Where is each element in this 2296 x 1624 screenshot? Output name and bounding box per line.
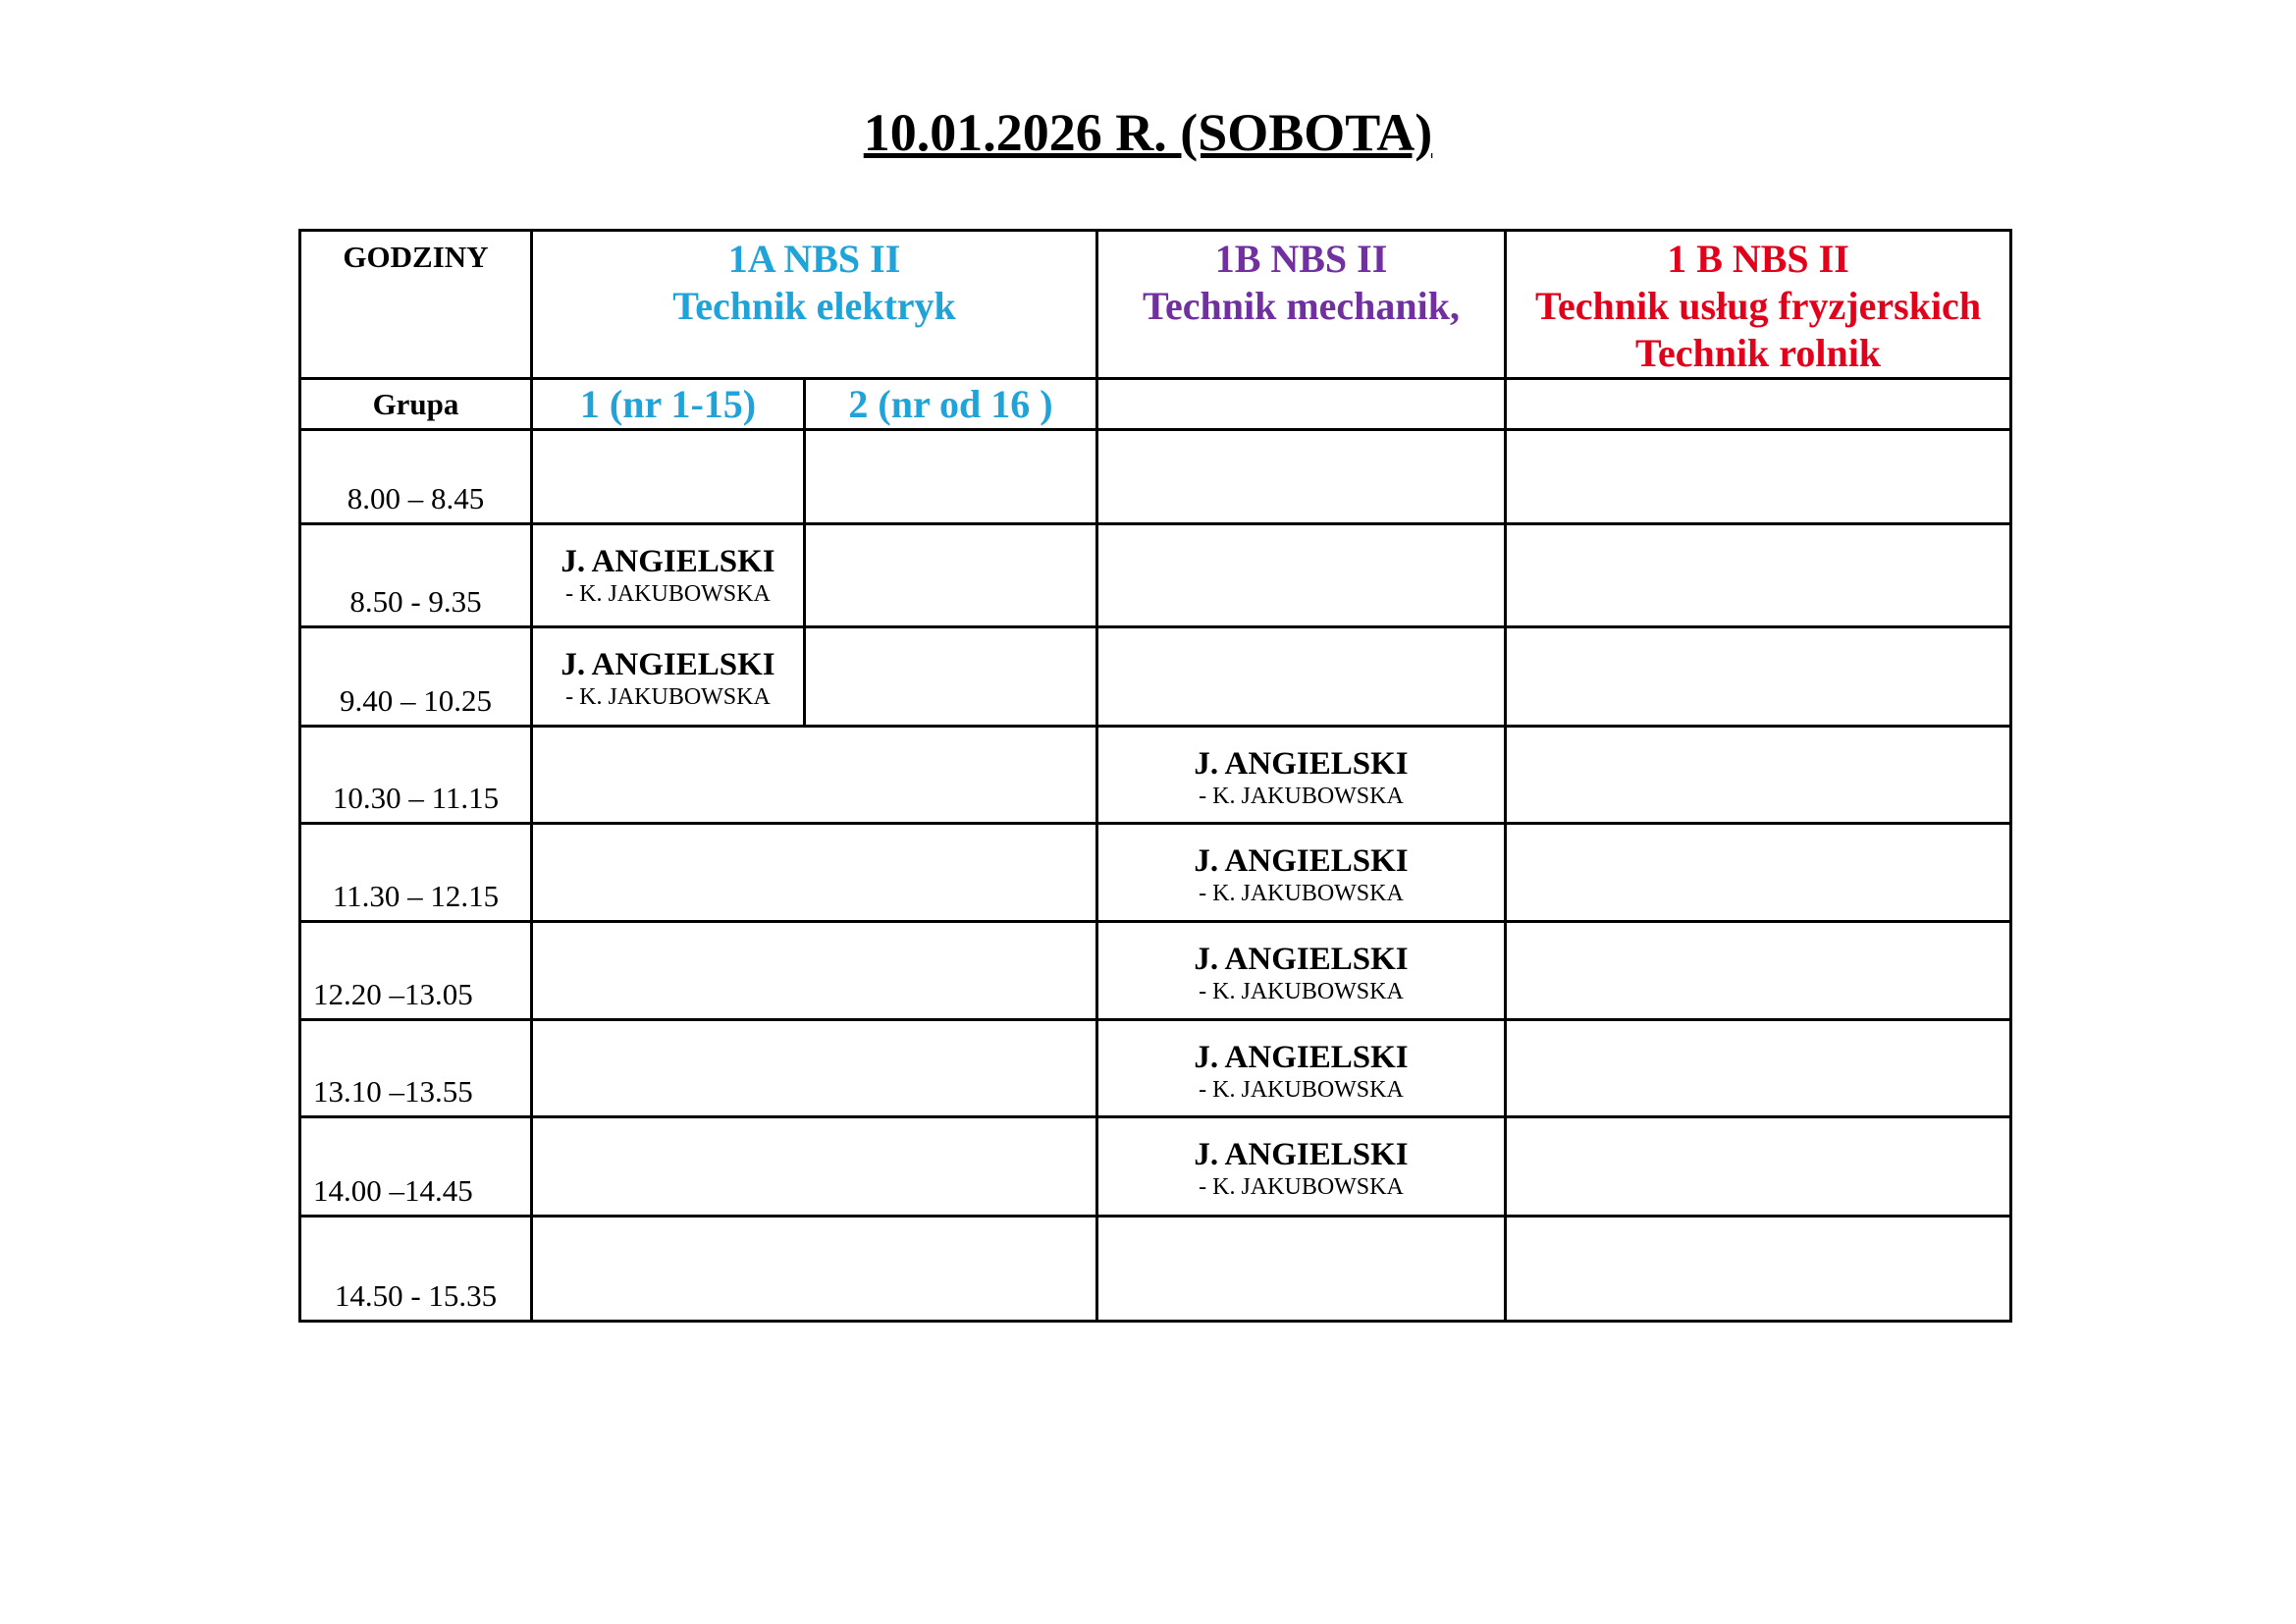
empty-cell bbox=[532, 1117, 1097, 1217]
lesson-subject: J. ANGIELSKI bbox=[561, 647, 775, 682]
empty-cell bbox=[1097, 1217, 1506, 1322]
empty-cell bbox=[1506, 1020, 2011, 1117]
empty-cell bbox=[1506, 1217, 2011, 1322]
empty-cell bbox=[1506, 430, 2011, 524]
time-cell: 8.00 – 8.45 bbox=[300, 430, 532, 524]
class-1b-name: 1B NBS II bbox=[1214, 237, 1388, 281]
class-1b2-profession-2: Technik rolnik bbox=[1634, 331, 1882, 375]
empty-cell bbox=[805, 524, 1097, 627]
class-1a-header bbox=[532, 231, 1097, 379]
empty-cell bbox=[1506, 727, 2011, 824]
class-1a-name: 1A NBS II bbox=[727, 237, 901, 281]
empty-cell bbox=[1506, 824, 2011, 922]
class-1b2-profession: Technik usług fryzjerskich bbox=[1534, 284, 1982, 328]
schedule-table bbox=[298, 229, 2012, 1323]
empty-cell bbox=[532, 824, 1097, 922]
header-row bbox=[300, 231, 2011, 379]
time-cell: 12.20 –13.05 bbox=[300, 922, 532, 1020]
table-row bbox=[300, 627, 2011, 727]
empty-cell bbox=[805, 627, 1097, 727]
empty-cell bbox=[1097, 379, 1506, 430]
lesson-teacher: - K. JAKUBOWSKA bbox=[565, 684, 771, 710]
lesson-teacher: - K. JAKUBOWSKA bbox=[1199, 1077, 1404, 1103]
time-cell: 11.30 – 12.15 bbox=[300, 824, 532, 922]
time-cell: 8.50 - 9.35 bbox=[300, 524, 532, 627]
table-row bbox=[300, 524, 2011, 627]
empty-cell bbox=[532, 430, 805, 524]
class-1a-profession: Technik elektryk bbox=[672, 284, 956, 328]
empty-cell bbox=[1097, 430, 1506, 524]
table-row bbox=[300, 824, 2011, 922]
table-row bbox=[300, 1020, 2011, 1117]
table-row bbox=[300, 1117, 2011, 1217]
group-label: Grupa bbox=[300, 379, 532, 430]
empty-cell bbox=[532, 727, 1097, 824]
time-cell: 14.50 - 15.35 bbox=[300, 1217, 532, 1322]
table-row bbox=[300, 430, 2011, 524]
empty-cell bbox=[1506, 379, 2011, 430]
class-1b2-name: 1 B NBS II bbox=[1667, 237, 1849, 281]
lesson-teacher: - K. JAKUBOWSKA bbox=[1199, 979, 1404, 1004]
group-2-label: 2 (nr od 16 ) bbox=[805, 379, 1097, 430]
empty-cell bbox=[1097, 524, 1506, 627]
empty-cell bbox=[1097, 627, 1506, 727]
class-1b2-header bbox=[1506, 231, 2011, 379]
lesson-subject: J. ANGIELSKI bbox=[1194, 1040, 1409, 1075]
empty-cell bbox=[805, 430, 1097, 524]
empty-cell bbox=[1506, 1117, 2011, 1217]
empty-cell bbox=[532, 922, 1097, 1020]
time-cell: 14.00 –14.45 bbox=[300, 1117, 532, 1217]
hours-header: GODZINY bbox=[300, 231, 532, 379]
empty-cell bbox=[1506, 627, 2011, 727]
lesson-subject: J. ANGIELSKI bbox=[1194, 1137, 1409, 1172]
class-1b-profession: Technik mechanik, bbox=[1142, 284, 1461, 328]
lesson-subject: J. ANGIELSKI bbox=[1194, 942, 1409, 977]
table-row bbox=[300, 727, 2011, 824]
lesson-teacher: - K. JAKUBOWSKA bbox=[1199, 784, 1404, 809]
lesson-cell bbox=[1097, 1020, 1506, 1117]
group-1-label: 1 (nr 1-15) bbox=[532, 379, 805, 430]
lesson-cell bbox=[1097, 1117, 1506, 1217]
lesson-cell bbox=[1097, 824, 1506, 922]
lesson-subject: J. ANGIELSKI bbox=[561, 544, 775, 579]
lesson-subject: J. ANGIELSKI bbox=[1194, 746, 1409, 782]
lesson-teacher: - K. JAKUBOWSKA bbox=[1199, 1174, 1404, 1200]
table-row bbox=[300, 1217, 2011, 1322]
class-1b-header bbox=[1097, 231, 1506, 379]
empty-cell bbox=[532, 1217, 1097, 1322]
time-cell: 13.10 –13.55 bbox=[300, 1020, 532, 1117]
group-row bbox=[300, 379, 2011, 430]
lesson-teacher: - K. JAKUBOWSKA bbox=[1199, 881, 1404, 906]
lesson-cell bbox=[532, 627, 805, 727]
empty-cell bbox=[1506, 524, 2011, 627]
empty-cell bbox=[532, 1020, 1097, 1117]
lesson-teacher: - K. JAKUBOWSKA bbox=[565, 581, 771, 607]
empty-cell bbox=[1506, 922, 2011, 1020]
lesson-cell bbox=[532, 524, 805, 627]
table-row bbox=[300, 922, 2011, 1020]
time-cell: 9.40 – 10.25 bbox=[300, 627, 532, 727]
lesson-cell bbox=[1097, 727, 1506, 824]
page-title: 10.01.2026 R. (SOBOTA) bbox=[863, 103, 1433, 162]
lesson-cell bbox=[1097, 922, 1506, 1020]
lesson-subject: J. ANGIELSKI bbox=[1194, 843, 1409, 879]
time-cell: 10.30 – 11.15 bbox=[300, 727, 532, 824]
